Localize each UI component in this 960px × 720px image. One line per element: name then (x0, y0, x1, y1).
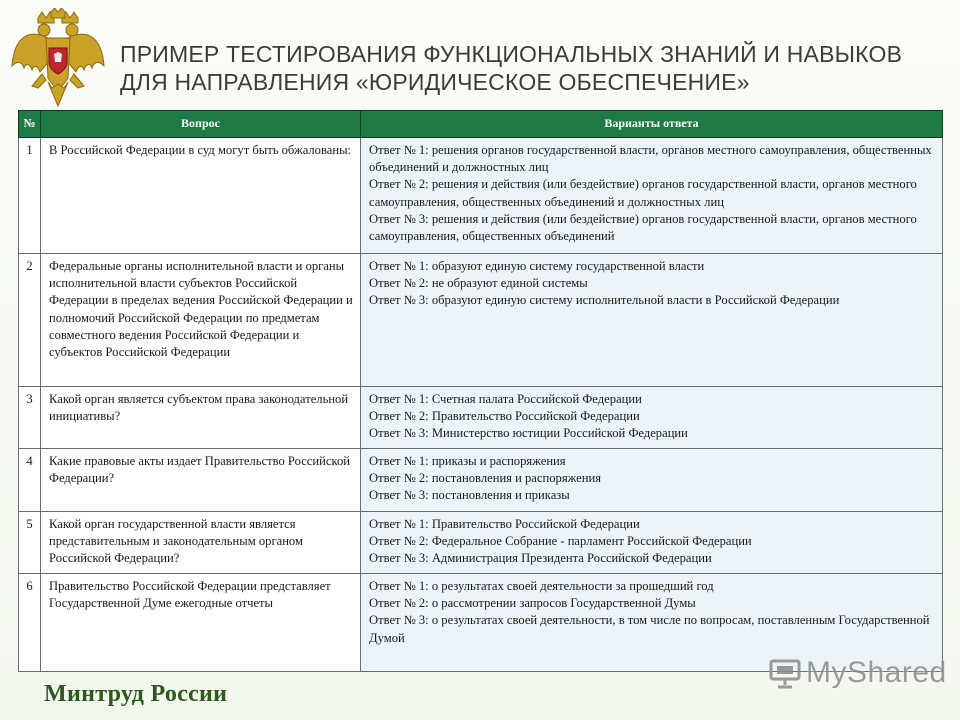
answer-option: Ответ № 1: приказы и распоряжения (369, 454, 566, 468)
answer-option: Ответ № 3: Министерство юстиции Российской Федерации (369, 426, 688, 441)
row-question: Федеральные органы исполнительной власти и органы исполнительной власти субъектов Российской Федерации в пределах ведения Российской Федерации и полномочий Российской Федерации по предметам совместного ведения Российской Федерации и субъектов Российской Федерации (41, 254, 361, 387)
row-question: Правительство Российской Федерации представляет Государственной Думе ежегодные отчеты (41, 574, 361, 672)
title-line-2: ДЛЯ НАПРАВЛЕНИЯ «ЮРИДИЧЕСКОЕ ОБЕСПЕЧЕНИЕ» (120, 69, 750, 95)
answer-option: Ответ № 3: Администрация Президента Российской Федерации (369, 551, 712, 566)
answer-option: Ответ № 1: о результатах своей деятельности за прошедший год (369, 579, 714, 593)
row-number: 3 (19, 387, 41, 449)
ministry-logo-text: Минтруд России (44, 681, 228, 707)
answer-option: Ответ № 1: решения органов государственной власти, органов местного самоуправления, общественных объединений и должностных лиц (369, 143, 932, 175)
row-number: 4 (19, 449, 41, 512)
row-number: 6 (19, 574, 41, 672)
row-answers (361, 254, 943, 387)
questions-table (18, 110, 943, 672)
title-line-1: ПРИМЕР ТЕСТИРОВАНИЯ ФУНКЦИОНАЛЬНЫХ ЗНАНИЙ И НАВЫКОВ (120, 41, 903, 67)
answer-option: Ответ № 2: не образуют единой системы (369, 276, 588, 291)
header-answers: Варианты ответа (361, 111, 943, 138)
coat-of-arms-icon (8, 8, 108, 112)
watermark-text: MyShared (806, 656, 947, 689)
header-question: Вопрос (41, 111, 361, 138)
page-title (120, 40, 940, 96)
header-number: № (19, 111, 41, 138)
answer-option: Ответ № 3: решения и действия (или бездействие) органов государственной власти, органов местного самоуправления, общественных объединений (369, 211, 917, 244)
row-answers (361, 449, 943, 512)
row-number: 2 (19, 254, 41, 387)
answer-option: Ответ № 2: о рассмотрении запросов Государственной Думы (369, 596, 696, 611)
row-answers (361, 387, 943, 449)
row-question: В Российской Федерации в суд могут быть обжалованы: (41, 138, 361, 254)
answer-option: Ответ № 2: решения и действия (или бездействие) органов государственной власти, органов местного самоуправления, общественных объединений и должностных лиц (369, 177, 917, 209)
row-question: Какой орган является субъектом права законодательной инициативы? (41, 387, 361, 449)
answer-option: Ответ № 2: постановления и распоряжения (369, 471, 602, 486)
answer-option: Ответ № 3: образуют единую систему исполнительной власти в Российской Федерации (369, 293, 840, 308)
presentation-icon (768, 657, 802, 689)
answer-option: Ответ № 3: постановления и приказы (369, 488, 570, 503)
answer-option: Ответ № 3: о результатах своей деятельности, в том числе по вопросам, поставленным Государственной Думой (369, 613, 930, 645)
answer-option: Ответ № 2: Федеральное Собрание - парламент Российской Федерации (369, 534, 752, 549)
answer-option: Ответ № 1: Правительство Российской Федерации (369, 517, 640, 531)
answer-option: Ответ № 2: Правительство Российской Федерации (369, 409, 640, 424)
table-row (19, 138, 943, 254)
row-question: Какие правовые акты издает Правительство Российской Федерации? (41, 449, 361, 512)
answer-option: Ответ № 1: Счетная палата Российской Федерации (369, 392, 642, 406)
row-number: 5 (19, 512, 41, 574)
row-question: Какой орган государственной власти является представительным и законодательным органом Российской Федерации? (41, 512, 361, 574)
answer-option: Ответ № 1: образуют единую систему государственной власти (369, 259, 705, 273)
table-row (19, 254, 943, 387)
watermark (768, 656, 947, 690)
row-answers (361, 512, 943, 574)
row-answers (361, 138, 943, 254)
table-row (19, 387, 943, 449)
table-header-row (19, 111, 943, 138)
table-row (19, 512, 943, 574)
row-number: 1 (19, 138, 41, 254)
table-row (19, 449, 943, 512)
